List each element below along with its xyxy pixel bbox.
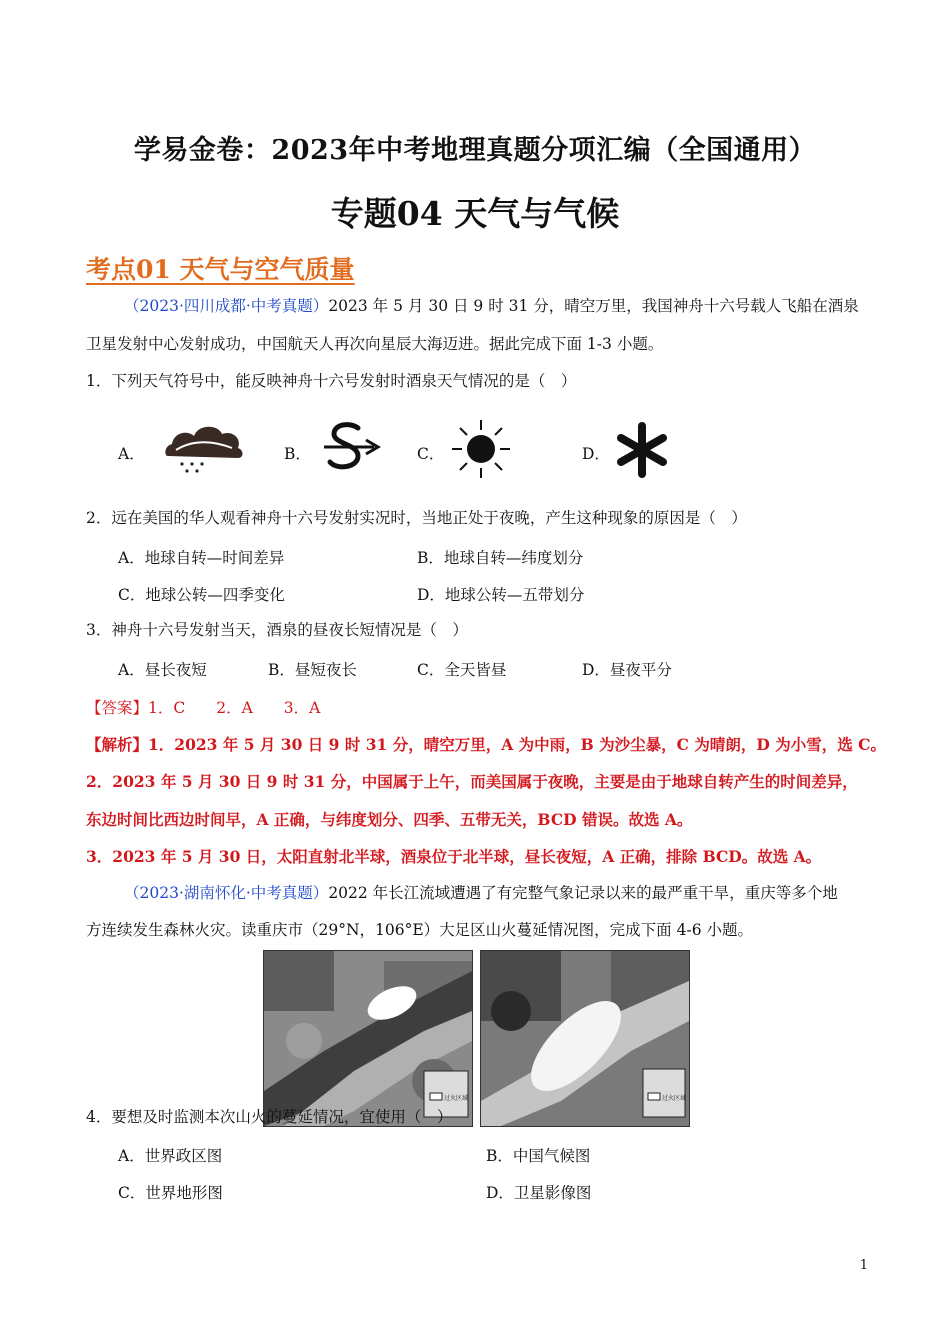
block2-source: （2023·湖南怀化·中考真题） bbox=[124, 884, 329, 902]
question-3: 3．神舟十六号发射当天，酒泉的昼夜长短情况是（ ） bbox=[86, 621, 468, 639]
block1-intro-line2: 卫星发射中心发射成功，中国航天人再次向星辰大海迈进。据此完成下面 1-3 小题。 bbox=[86, 335, 664, 353]
q1-option-b-label: B． bbox=[284, 445, 311, 463]
satellite-image-before bbox=[263, 950, 473, 1127]
q1-option-a-label: A． bbox=[118, 445, 145, 463]
light-snow-icon bbox=[612, 422, 672, 482]
analysis-line-3: 3．2023 年 5 月 30 日，太阳直射北半球，酒泉位于北半球，昼长夜短，A 正确，排除 BCD。故选 A。 bbox=[86, 847, 822, 866]
q3-option-a: A．昼长夜短 bbox=[118, 661, 207, 679]
q2-option-a: A．地球自转—时间差异 bbox=[118, 549, 285, 567]
q2-option-d: D．地球公转—五带划分 bbox=[417, 586, 585, 604]
legend-burned-area-label-2: 过火区域 bbox=[662, 1095, 687, 1102]
answer-line bbox=[86, 696, 320, 718]
q3-option-c: C．全天皆昼 bbox=[417, 661, 507, 679]
satellite-image-after bbox=[480, 950, 690, 1127]
legend-burned-area-label-1: 过火区域 bbox=[444, 1095, 469, 1102]
block1-source: （2023·四川成都·中考真题） bbox=[124, 297, 329, 315]
block2-intro-line1 bbox=[124, 883, 838, 903]
answer-text: 1．C 2．A 3．A bbox=[148, 699, 321, 717]
q2-option-b: B．地球自转—纬度划分 bbox=[417, 549, 584, 567]
q1-option-d-label: D． bbox=[582, 445, 610, 463]
q1-option-c-label: C． bbox=[417, 445, 445, 463]
q4-option-b: B．中国气候图 bbox=[486, 1147, 591, 1165]
page-number: 1 bbox=[859, 1258, 868, 1273]
analysis-line-2b: 东边时间比西边时间早，A 正确，与纬度划分、四季、五带无关，BCD 错误。故选 A。 bbox=[86, 810, 693, 829]
answer-tag: 【答案】 bbox=[86, 699, 149, 717]
sunny-icon bbox=[450, 418, 512, 484]
q4-option-d: D．卫星影像图 bbox=[486, 1184, 592, 1202]
analysis-line-2a: 2．2023 年 5 月 30 日 9 时 31 分，中国属于上午，而美国属于夜晚，主要是由于地球自转产生的时间差异， bbox=[86, 772, 858, 791]
sandstorm-icon bbox=[322, 420, 384, 478]
question-4: 4．要想及时监测本次山火的蔓延情况，宜使用（ ） bbox=[86, 1108, 453, 1126]
block1-intro-text: 2023 年 5 月 30 日 9 时 31 分，晴空万里，我国神舟十六号载人飞船在酒泉 bbox=[328, 297, 859, 315]
analysis-tag: 【解析】 bbox=[86, 735, 149, 754]
block2-intro-text: 2022 年长江流域遭遇了有完整气象记录以来的最严重干旱，重庆等多个地 bbox=[328, 884, 838, 902]
q3-option-b: B．昼短夜长 bbox=[268, 661, 357, 679]
section-heading: 考点01 天气与空气质量 bbox=[86, 255, 355, 284]
block1-intro-line1 bbox=[124, 296, 859, 316]
q4-option-a: A．世界政区图 bbox=[118, 1147, 223, 1165]
block2-intro-line2: 方连续发生森林火灾。读重庆市（29°N，106°E）大足区山火蔓延情况图，完成下面 4-6 小题。 bbox=[86, 921, 754, 939]
q3-option-d: D．昼夜平分 bbox=[582, 661, 672, 679]
analysis-line-1 bbox=[86, 733, 886, 755]
topic-title: 专题04 天气与气候 bbox=[330, 194, 620, 233]
question-1: 1．下列天气符号中，能反映神舟十六号发射时酒泉天气情况的是（ ） bbox=[86, 372, 577, 390]
q4-option-c: C．世界地形图 bbox=[118, 1184, 223, 1202]
document-title: 学易金卷：2023年中考地理真题分项汇编（全国通用） bbox=[133, 135, 817, 166]
snow-cloud-icon bbox=[162, 420, 246, 478]
question-2: 2．远在美国的华人观看神舟十六号发射实况时，当地正处于夜晚，产生这种现象的原因是（ ） bbox=[86, 509, 747, 527]
analysis-1-text: 1．2023 年 5 月 30 日 9 时 31 分，晴空万里，A 为中雨，B 为沙尘暴，C 为晴朗，D 为小雪，选 C。 bbox=[148, 735, 886, 754]
q2-option-c: C．地球公转—四季变化 bbox=[118, 586, 285, 604]
